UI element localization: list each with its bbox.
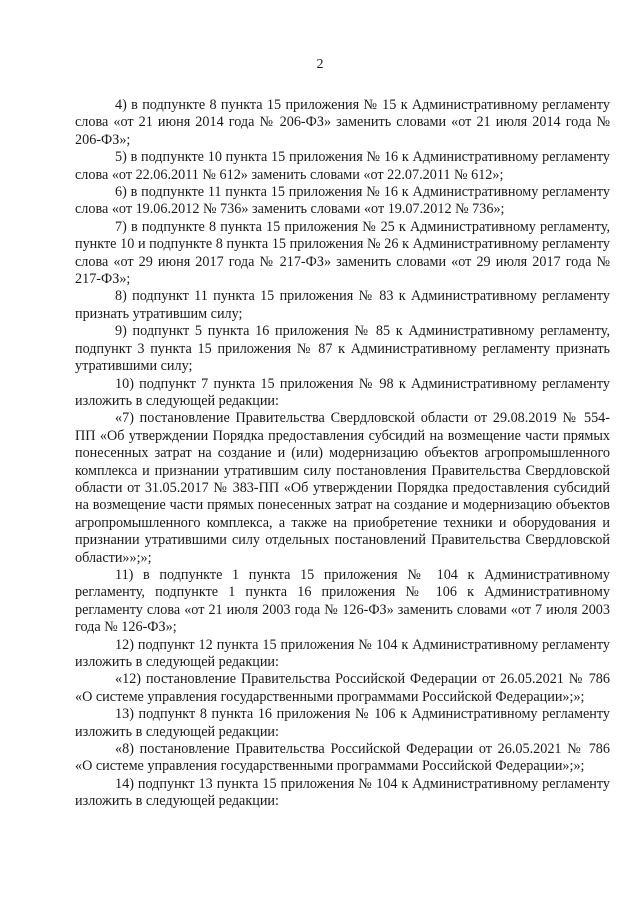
quoted-text-item-12: «12) постановление Правительства Российской Федерации от 26.05.2021 № 786 «О системе управления государственными программами Российской Федерации»;»; (75, 671, 610, 705)
paragraph-item-8: 8) подпункт 11 пункта 15 приложения № 83 к Административному регламенту признать утратившим силу; (75, 288, 610, 322)
paragraph-item-11: 11) в подпункте 1 пункта 15 приложения № 104 к Административному регламенту, подпункте 1 пункта 16 приложения № 106 к Административному регламенту слова «от 21 июля 2003 года № 126-ФЗ» заменить словами «от 7 июля 2003 года № 126-ФЗ»; (75, 566, 610, 636)
document-body (75, 97, 610, 811)
quoted-text-item-8: «8) постановление Правительства Российской Федерации от 26.05.2021 № 786 «О системе управления государственными программами Российской Федерации»;»; (75, 741, 610, 775)
paragraph-item-6: 6) в подпункте 11 пункта 15 приложения № 16 к Административному регламенту слова «от 19.06.2012 № 736» заменить словами «от 19.07.2012 № 736»; (75, 184, 610, 218)
paragraph-item-14: 14) подпункт 13 пункта 15 приложения № 104 к Административному регламенту изложить в следующей редакции: (75, 775, 610, 810)
paragraph-item-7: 7) в подпункте 8 пункта 15 приложения № 25 к Административному регламенту, пункте 10 и подпункте 8 пункта 15 приложения № 26 к Административному регламенту слова «от 29 июня 2017 года № 217-ФЗ» заменить словами «от 29 июля 2017 года № 217-ФЗ»; (75, 218, 610, 288)
paragraph-item-13: 13) подпункт 8 пункта 16 приложения № 106 к Административному регламенту изложить в следующей редакции: (75, 706, 610, 740)
quoted-text-item-7: «7) постановление Правительства Свердловской области от 29.08.2019 № 554-ПП «Об утверждении Порядка предоставления субсидий на возмещение части прямых понесенных затрат на создание и (или) модернизацию объектов агропромышленного комплекса и признании утратившим силу постановления Правительства Свердловской области от 31.05.2017 № 383-ПП «Об утверждении Порядка предоставления субсидий на возмещение части прямых понесенных затрат на создание и модернизацию объектов агропромышленного комплекса, а также на приобретение техники и оборудования и признании утратившими силу отдельных постановлений Правительства Свердловской области»»;»; (75, 410, 610, 566)
page-number: 2 (316, 57, 324, 72)
paragraph-item-10: 10) подпункт 7 пункта 15 приложения № 98 к Административному регламенту изложить в следующей редакции: (75, 375, 610, 409)
paragraph-item-12: 12) подпункт 12 пункта 15 приложения № 104 к Административному регламенту изложить в следующей редакции: (75, 636, 610, 670)
paragraph-item-4: 4) в подпункте 8 пункта 15 приложения № 15 к Административному регламенту слова «от 21 июня 2014 года № 206-ФЗ» заменить словами «от 21 июля 2014 года № 206-ФЗ»; (75, 97, 610, 148)
paragraph-item-9: 9) подпункт 5 пункта 16 приложения № 85 к Административному регламенту, подпункт 3 пункта 15 приложения № 87 к Административному регламенту признать утратившими силу; (75, 323, 610, 375)
paragraph-item-5: 5) в подпункте 10 пункта 15 приложения № 16 к Административному регламенту слова «от 22.06.2011 № 612» заменить словами «от 22.07.2011 № 612»; (75, 149, 610, 183)
